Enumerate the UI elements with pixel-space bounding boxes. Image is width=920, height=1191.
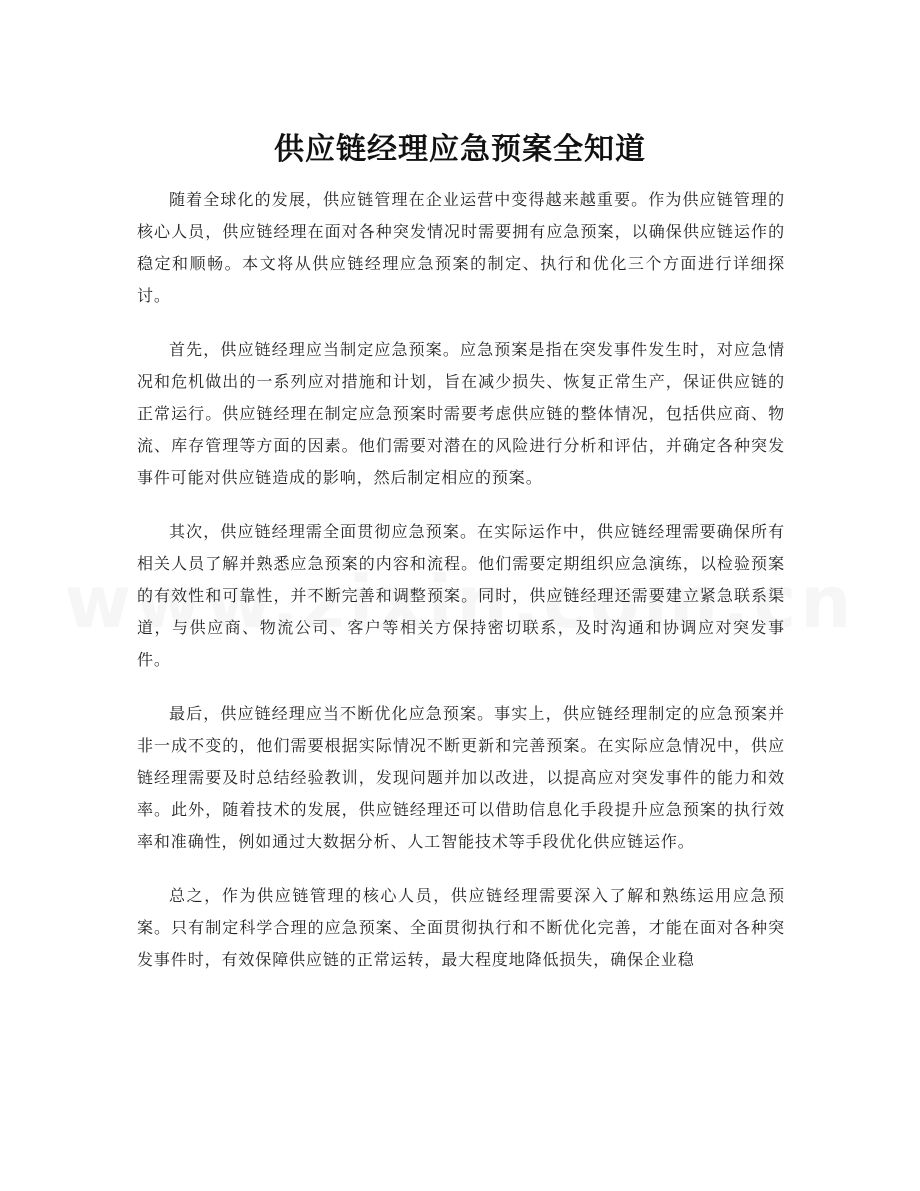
paragraph-conclusion: 总之，作为供应链管理的核心人员，供应链经理需要深入了解和熟练运用应急预案。只有制定科学合理的应急预案、全面贯彻执行和不断优化完善，才能在面对各种突发事件时，有效保障供应链的正常运转，最大程度地降低损失，确保企业稳 (137, 886, 785, 969)
document-title: 供应链经理应急预案全知道 (274, 132, 646, 168)
paragraph-optimize: 最后，供应链经理应当不断优化应急预案。事实上，供应链经理制定的应急预案并非一成不变的，他们需要根据实际情况不断更新和完善预案。在实际应急情况中，供应链经理需要及时总结经验教训，发现问题并加以改进，以提高应对突发事件的能力和效率。此外，随着技术的发展，供应链经理还可以借助信息化手段提升应急预案的执行效率和准确性，例如通过大数据分析、人工智能技术等手段优化供应链运作。 (137, 704, 785, 851)
paragraph-formulate: 首先，供应链经理应当制定应急预案。应急预案是指在突发事件发生时，对应急情况和危机做出的一系列应对措施和计划，旨在减少损失、恢复正常生产，保证供应链的正常运行。供应链经理在制定应急预案时需要考虑供应链的整体情况，包括供应商、物流、库存管理等方面的因素。他们需要对潜在的风险进行分析和评估，并确定各种突发事件可能对供应链造成的影响，然后制定相应的预案。 (137, 340, 785, 487)
paragraph-intro: 随着全球化的发展，供应链管理在企业运营中变得越来越重要。作为供应链管理的核心人员，供应链经理在面对各种突发情况时需要拥有应急预案，以确保供应链运作的稳定和顺畅。本文将从供应链经理应急预案的制定、执行和优化三个方面进行详细探讨。 (137, 190, 785, 305)
document-body (137, 184, 785, 998)
paragraph-implement: 其次，供应链经理需全面贯彻应急预案。在实际运作中，供应链经理需要确保所有相关人员了解并熟悉应急预案的内容和流程。他们需要定期组织应急演练，以检验预案的有效性和可靠性，并不断完善和调整预案。同时，供应链经理还需要建立紧急联系渠道，与供应商、物流公司、客户等相关方保持密切联系，及时沟通和协调应对突发事件。 (137, 522, 785, 669)
